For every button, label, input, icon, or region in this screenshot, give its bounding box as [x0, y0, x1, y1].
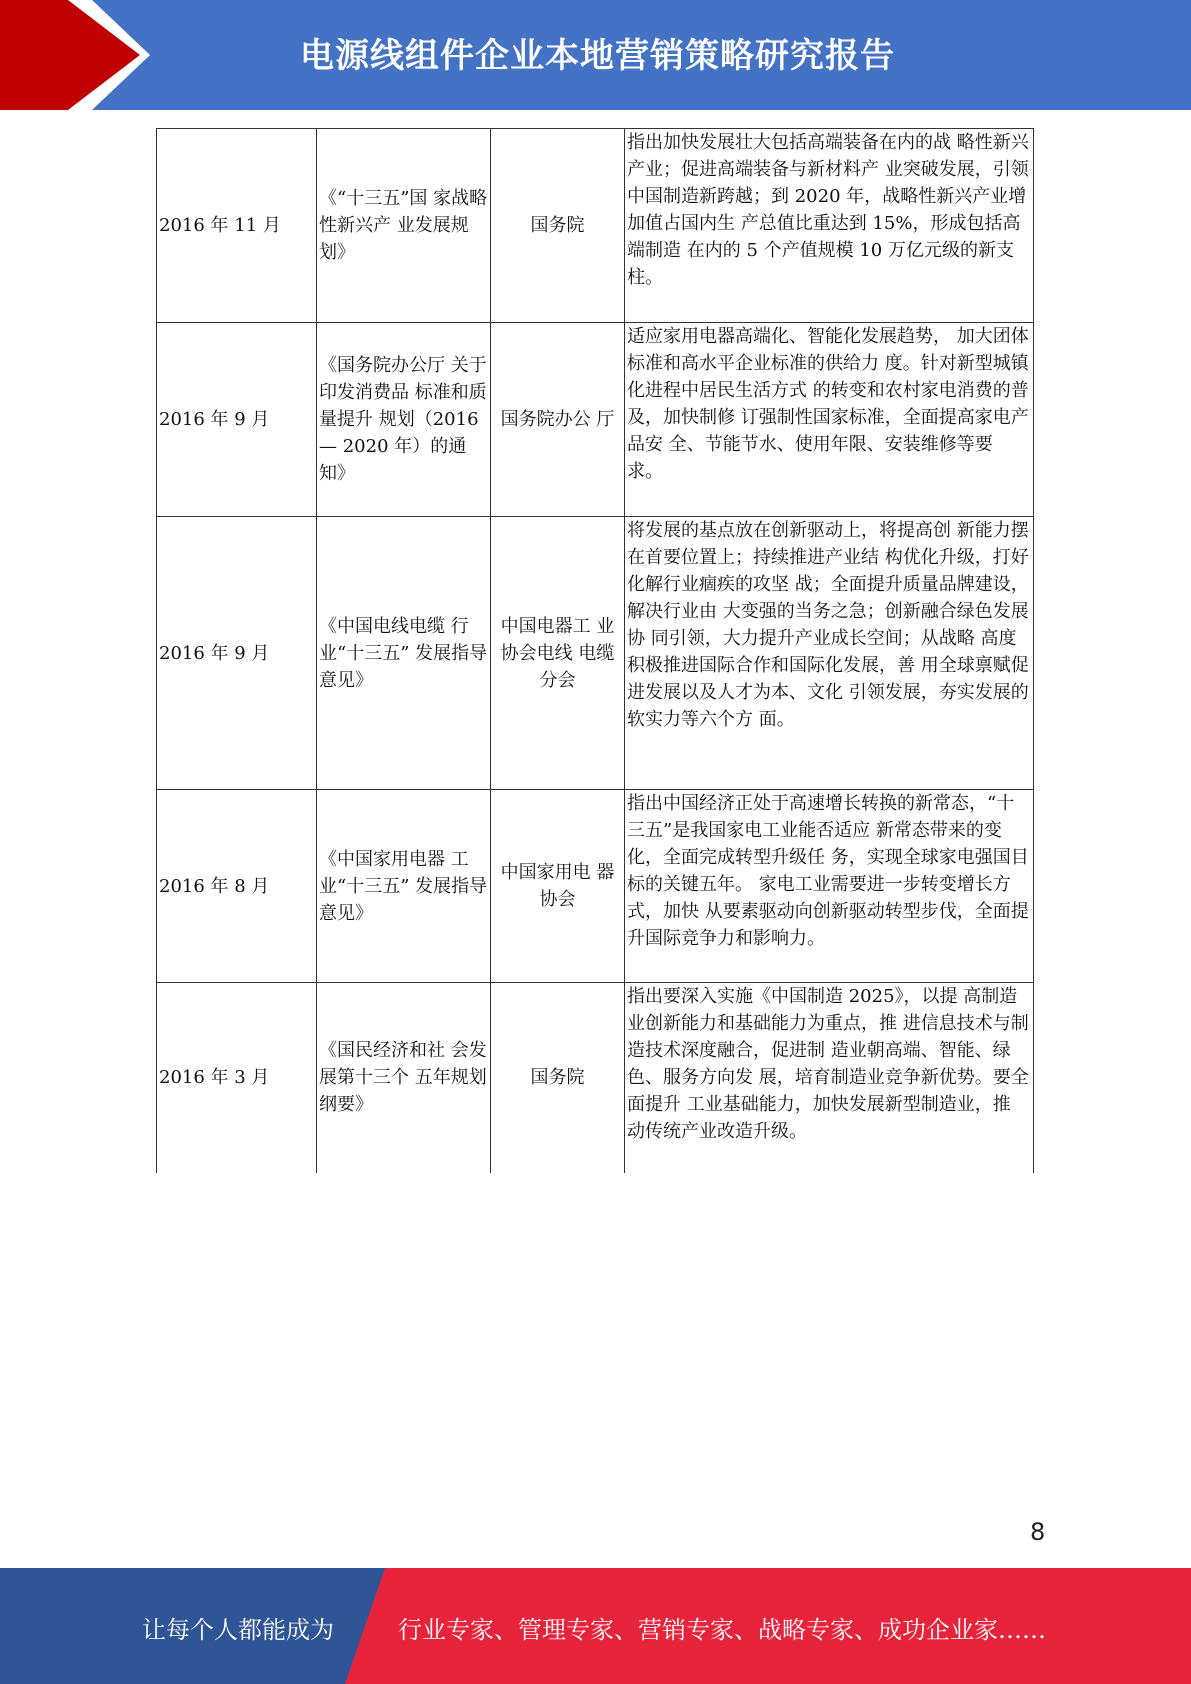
report-title: 电源线组件企业本地营销策略研究报告: [300, 36, 895, 76]
policy-date: 2016 年 8 月: [157, 790, 317, 983]
policy-name: 《中国家用电器 工业“十三五” 发展指导意见》: [317, 790, 491, 983]
policy-content: 指出中国经济正处于高速增长转换的新常态，“十三五”是我国家电工业能否适应 新常态带来的变化，全面完成转型升级任 务，实现全球家电强国目标的关键五年。 家电工业需要进一步转变增长方式，加快 从要素驱动向创新驱动转型步伐，全面提 升国际竞争力和影响力。: [625, 790, 1034, 983]
policy-table: [156, 128, 1034, 1173]
table-row: [157, 790, 1034, 983]
page-number: 8: [1030, 1518, 1046, 1546]
page-header: [0, 0, 1191, 110]
policy-name: 《中国电线电缆 行业“十三五” 发展指导意见》: [317, 517, 491, 790]
policy-date: 2016 年 11 月: [157, 129, 317, 323]
policy-content: 指出加快发展壮大包括高端装备在内的战 略性新兴产业；促进高端装备与新材料产 业突破发展，引领中国制造新跨越；到 2020 年，战略性新兴产业增加值占国内生 产总值比重达到 15%，形成包括高端制造 在内的 5 个产值规模 10 万亿元级的新支 柱。: [625, 129, 1034, 323]
policy-issuer: 中国家用电 器协会: [491, 790, 625, 983]
policy-name: 《国务院办公厅 关于印发消费品 标准和质量提升 规划（2016— 2020 年）的通 知》: [317, 323, 491, 517]
policy-issuer: 国务院: [491, 129, 625, 323]
policy-date: 2016 年 9 月: [157, 517, 317, 790]
policy-name: 《国民经济和社 会发展第十三个 五年规划纲要》: [317, 983, 491, 1173]
policy-date: 2016 年 3 月: [157, 983, 317, 1173]
footer-slogan-right: 行业专家、管理专家、营销专家、战略专家、成功企业家……: [398, 1616, 1046, 1644]
policy-content: 指出要深入实施《中国制造 2025》，以提 高制造业创新能力和基础能力为重点，推 进信息技术与制造技术深度融合，促进制 造业朝高端、智能、绿色、服务方向发 展，培育制造业竞争新优势。要全面提升 工业基础能力，加快发展新型制造业，推 动传统产业改造升级。: [625, 983, 1034, 1173]
policy-issuer: 中国电器工 业协会电线 电缆分会: [491, 517, 625, 790]
table-row: [157, 517, 1034, 790]
policy-date: 2016 年 9 月: [157, 323, 317, 517]
policy-content: 将发展的基点放在创新驱动上，将提高创 新能力摆在首要位置上；持续推进产业结 构优化升级，打好化解行业痼疾的攻坚 战；全面提升质量品牌建设，解决行业由 大变强的当务之急；创新融合绿色发展协 同引领，大力提升产业成长空间；从战略 高度积极推进国际合作和国际化发展，善 用全球禀赋促进发展以及人才为本、文化 引领发展，夯实发展的软实力等六个方 面。: [625, 517, 1034, 790]
policy-content: 适应家用电器高端化、智能化发展趋势， 加大团体标准和高水平企业标准的供给力 度。针对新型城镇化进程中居民生活方式 的转变和农村家电消费的普及，加快制修 订强制性国家标准，全面提高家电产品安 全、节能节水、使用年限、安装维修等要 求。: [625, 323, 1034, 517]
footer-slogan-left: 让每个人都能成为: [142, 1616, 334, 1644]
page-footer: [0, 1568, 1191, 1684]
policy-issuer: 国务院: [491, 983, 625, 1173]
table-row: [157, 323, 1034, 517]
table-row: [157, 983, 1034, 1173]
table-row: [157, 129, 1034, 323]
policy-issuer: 国务院办公 厅: [491, 323, 625, 517]
policy-name: 《“十三五”国 家战略性新兴产 业发展规划》: [317, 129, 491, 323]
